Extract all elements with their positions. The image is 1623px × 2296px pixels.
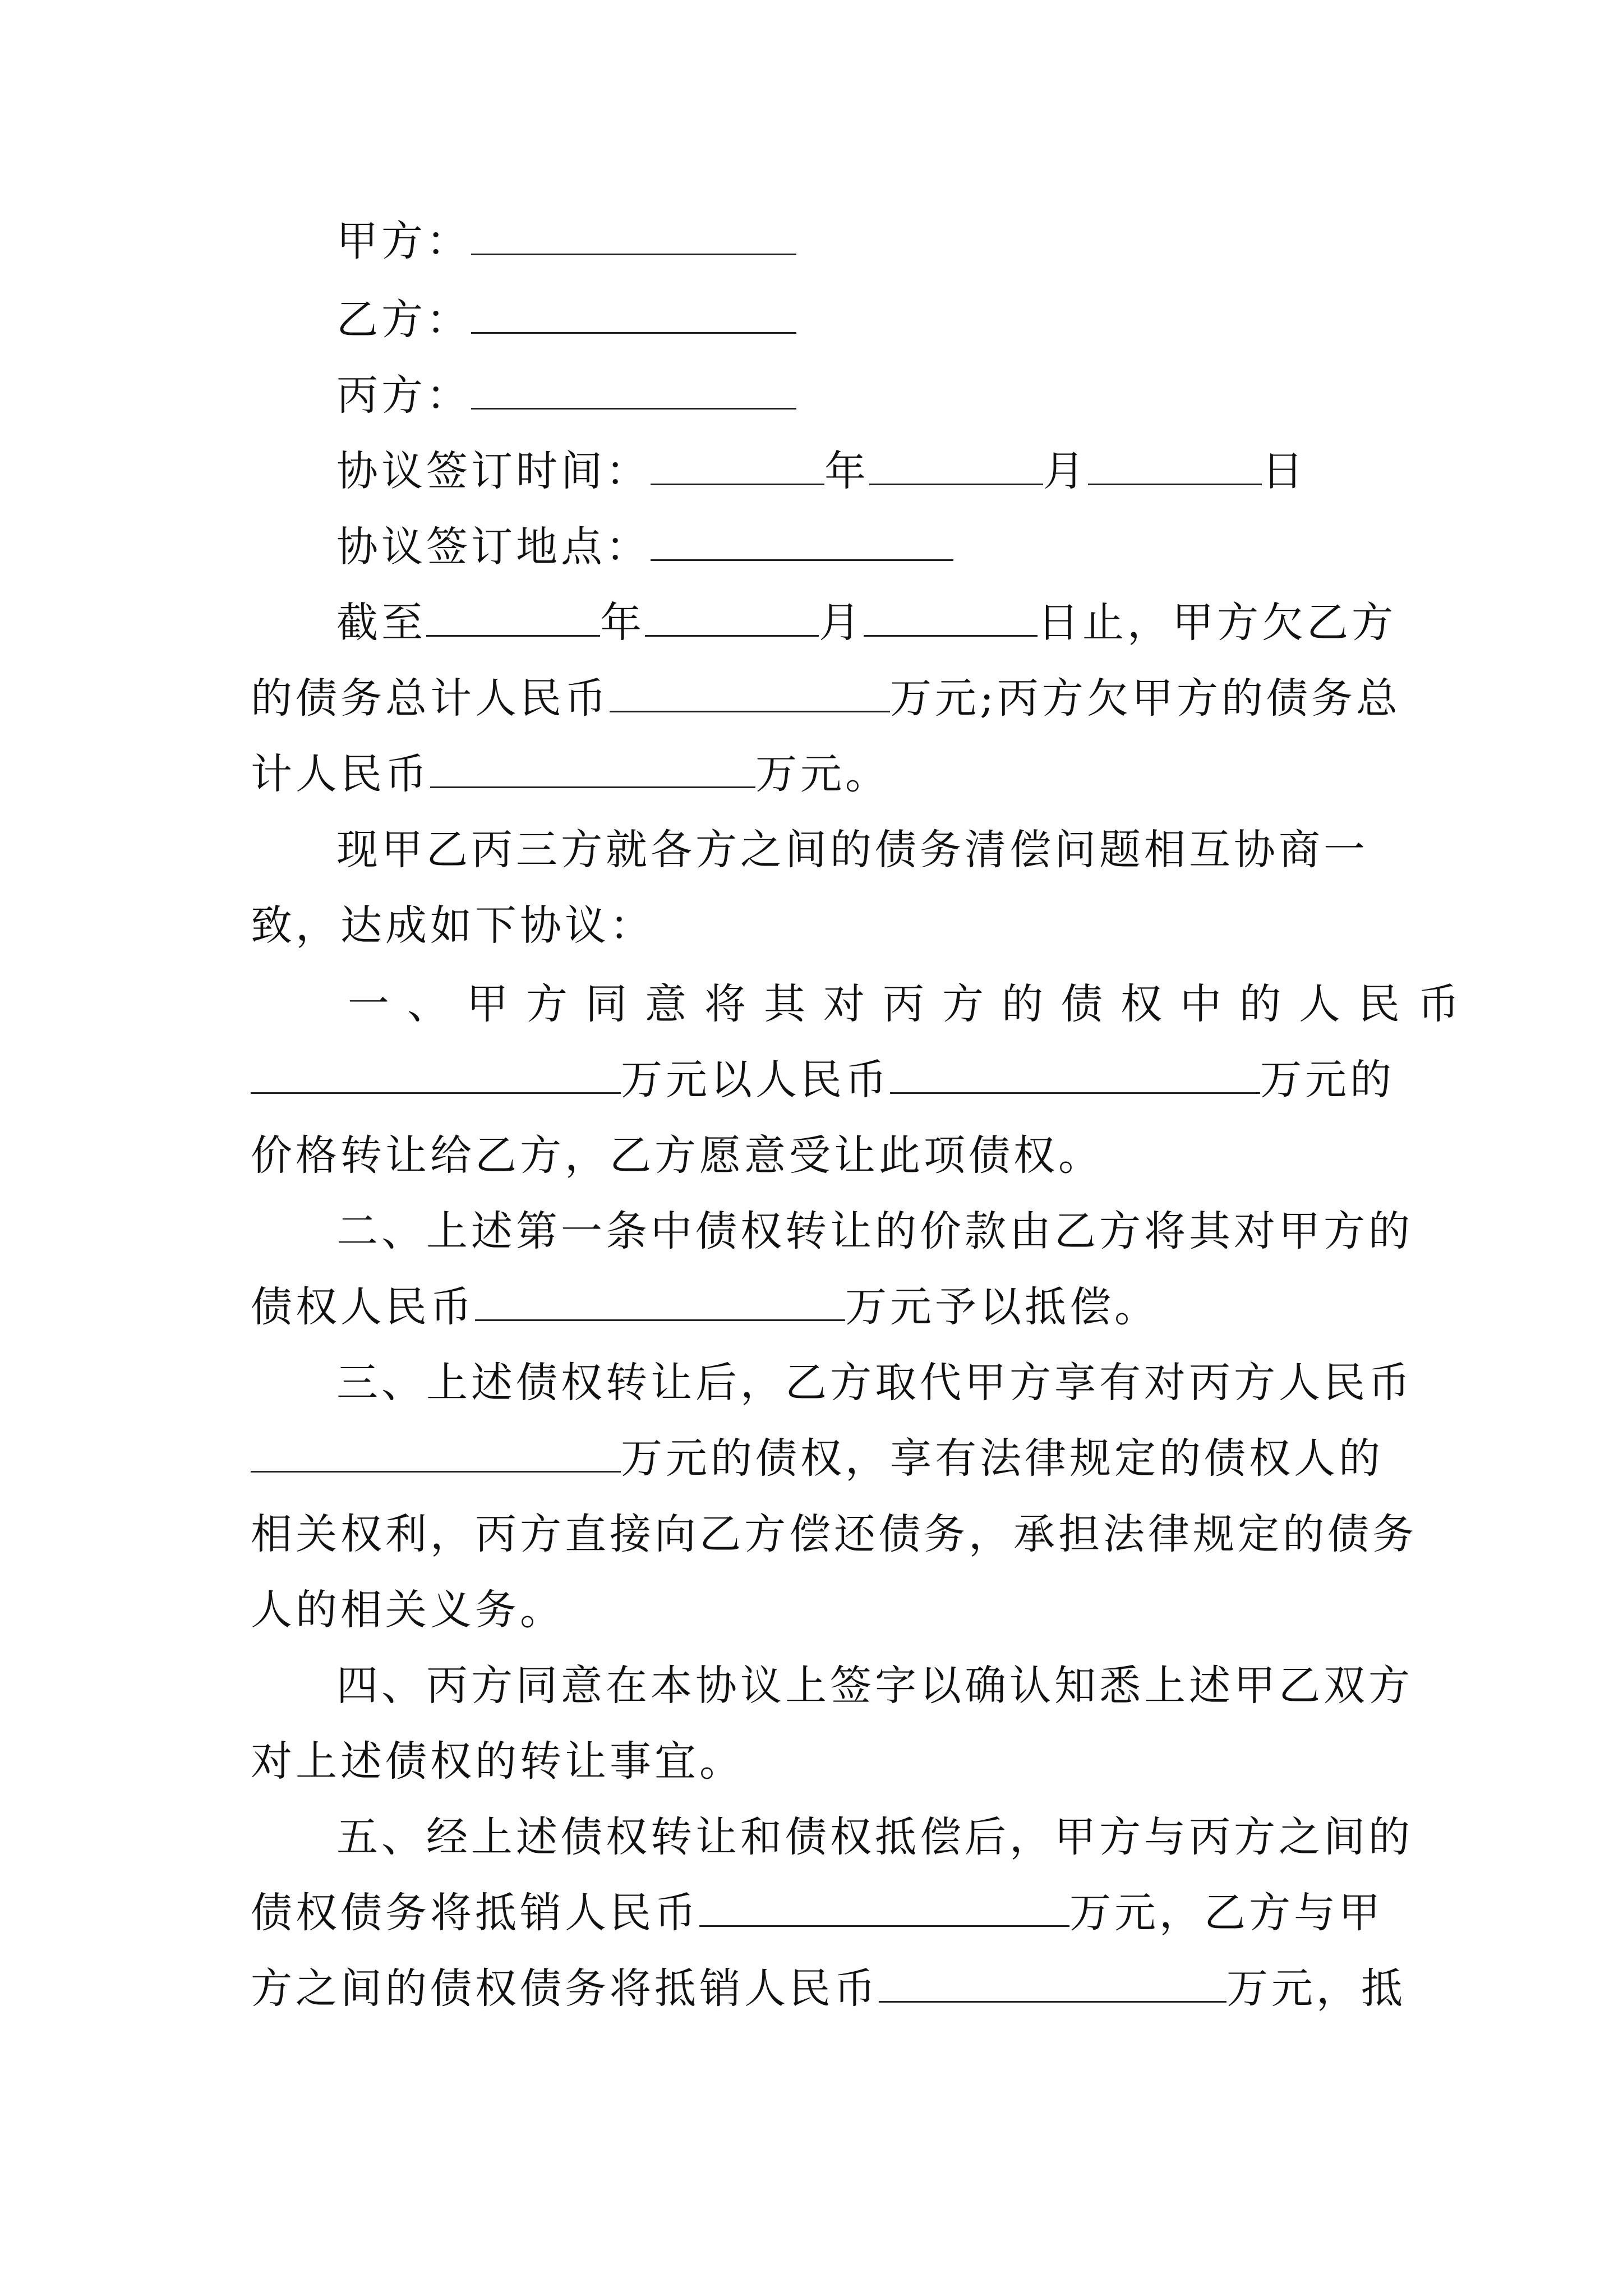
clause-2-line-2 — [251, 1282, 1159, 1338]
sign-place-blank[interactable] — [651, 526, 953, 561]
clause-text: 价格转让给乙方，乙方愿意受让此项债权。 — [251, 1131, 1103, 1180]
clause-text: 万元以人民币 — [621, 1056, 890, 1104]
party-c-blank[interactable] — [471, 374, 796, 409]
clause-text: 人的相关义务。 — [251, 1586, 565, 1634]
b-a-offset-amount-blank[interactable] — [879, 1967, 1227, 2003]
intro-text: 现甲乙丙三方就各方之间的债务清偿问题相互协商一 — [336, 826, 1368, 874]
sign-place-label: 协议签订地点： — [336, 523, 651, 571]
intro-text: 截至 — [336, 599, 426, 647]
party-a-line — [336, 216, 796, 272]
party-b-line — [336, 295, 796, 351]
clause-text: 万元的 — [1260, 1056, 1395, 1104]
month-label: 月 — [819, 599, 864, 647]
intro-text: 万元。 — [755, 750, 890, 798]
offset-amount-blank[interactable] — [475, 1286, 845, 1321]
party-c-line — [336, 370, 796, 426]
clause-1-line-2 — [251, 1055, 1395, 1111]
a-owes-b-amount-blank[interactable] — [610, 677, 890, 712]
clause-text: 方之间的债权债务将抵销人民币 — [251, 1964, 879, 2013]
clause-5-line-3 — [251, 1963, 1406, 2019]
clause-text: 四、丙方同意在本协议上签字以确认知悉上述甲乙双方 — [336, 1662, 1413, 1710]
clause-1-line-1 — [348, 979, 1477, 1035]
intro-line-5 — [251, 900, 654, 956]
sign-place-line — [336, 522, 953, 578]
clause-text: 万元的债权，享有法律规定的债权人的 — [621, 1434, 1384, 1483]
clause-text: 一、甲方同意将其对丙方的债权中的人民币 — [348, 980, 1477, 1028]
intro-line-2 — [251, 673, 1401, 729]
clause-2-line-1 — [336, 1206, 1413, 1262]
party-a-label: 甲方： — [336, 217, 471, 265]
clause-text: 万元予以抵偿。 — [845, 1283, 1159, 1331]
clause-text: 债权人民币 — [251, 1283, 475, 1331]
intro-text: 日止，甲方欠乙方 — [1038, 599, 1396, 647]
debt-month-blank[interactable] — [645, 601, 819, 637]
party-a-blank[interactable] — [471, 220, 796, 255]
intro-line-4 — [336, 825, 1368, 881]
clause-text: 万元，乙方与甲 — [1069, 1889, 1384, 1937]
clause-text: 相关权利，丙方直接向乙方偿还债务，承担法律规定的债务 — [251, 1510, 1417, 1558]
a-c-offset-amount-blank[interactable] — [699, 1892, 1069, 1927]
clause-5-line-1 — [336, 1812, 1413, 1868]
clause-3-line-2 — [251, 1433, 1384, 1489]
intro-text: 万元;丙方欠甲方的债务总 — [890, 674, 1401, 723]
debt-year-blank[interactable] — [426, 601, 600, 637]
clause-text: 二、上述第一条中债权转让的价款由乙方将其对甲方的 — [336, 1207, 1413, 1255]
clause-text: 五、经上述债权转让和债权抵偿后，甲方与丙方之间的 — [336, 1813, 1413, 1861]
clause-3-line-1 — [336, 1358, 1413, 1414]
sign-year-blank[interactable] — [651, 450, 824, 485]
debt-day-blank[interactable] — [864, 601, 1038, 637]
sign-time-line — [336, 446, 1307, 502]
intro-line-1 — [336, 597, 1396, 654]
clause-text: 对上述债权的转让事宜。 — [251, 1737, 744, 1786]
transfer-amount-blank[interactable] — [251, 1059, 621, 1094]
clause-text: 三、上述债权转让后，乙方取代甲方享有对丙方人民币 — [336, 1359, 1413, 1407]
year-label: 年 — [600, 599, 645, 647]
party-c-label: 丙方： — [336, 371, 471, 420]
day-label: 日 — [1262, 447, 1307, 495]
sign-time-label: 协议签订时间： — [336, 447, 651, 495]
party-b-blank[interactable] — [471, 298, 796, 334]
month-label: 月 — [1043, 447, 1088, 495]
intro-line-3 — [251, 749, 890, 805]
clause-1-line-3 — [251, 1130, 1103, 1186]
clause-3-line-3 — [251, 1509, 1417, 1565]
sign-day-blank[interactable] — [1088, 450, 1262, 485]
clause-text: 债权债务将抵销人民币 — [251, 1889, 699, 1937]
clause-3-line-4 — [251, 1585, 565, 1641]
clause-5-line-2 — [251, 1888, 1384, 1944]
clause-4-line-2 — [251, 1736, 744, 1792]
clause-text: 万元，抵 — [1227, 1964, 1406, 2013]
transfer-price-blank[interactable] — [890, 1059, 1260, 1094]
intro-text: 致，达成如下协议： — [251, 901, 654, 950]
sign-month-blank[interactable] — [869, 450, 1043, 485]
clause-4-line-1 — [336, 1660, 1413, 1717]
intro-text: 计人民币 — [251, 750, 430, 798]
creditor-amount-blank[interactable] — [251, 1437, 621, 1473]
year-label: 年 — [824, 447, 869, 495]
intro-text: 的债务总计人民币 — [251, 674, 610, 723]
party-b-label: 乙方： — [336, 296, 471, 344]
c-owes-a-amount-blank[interactable] — [430, 753, 755, 788]
